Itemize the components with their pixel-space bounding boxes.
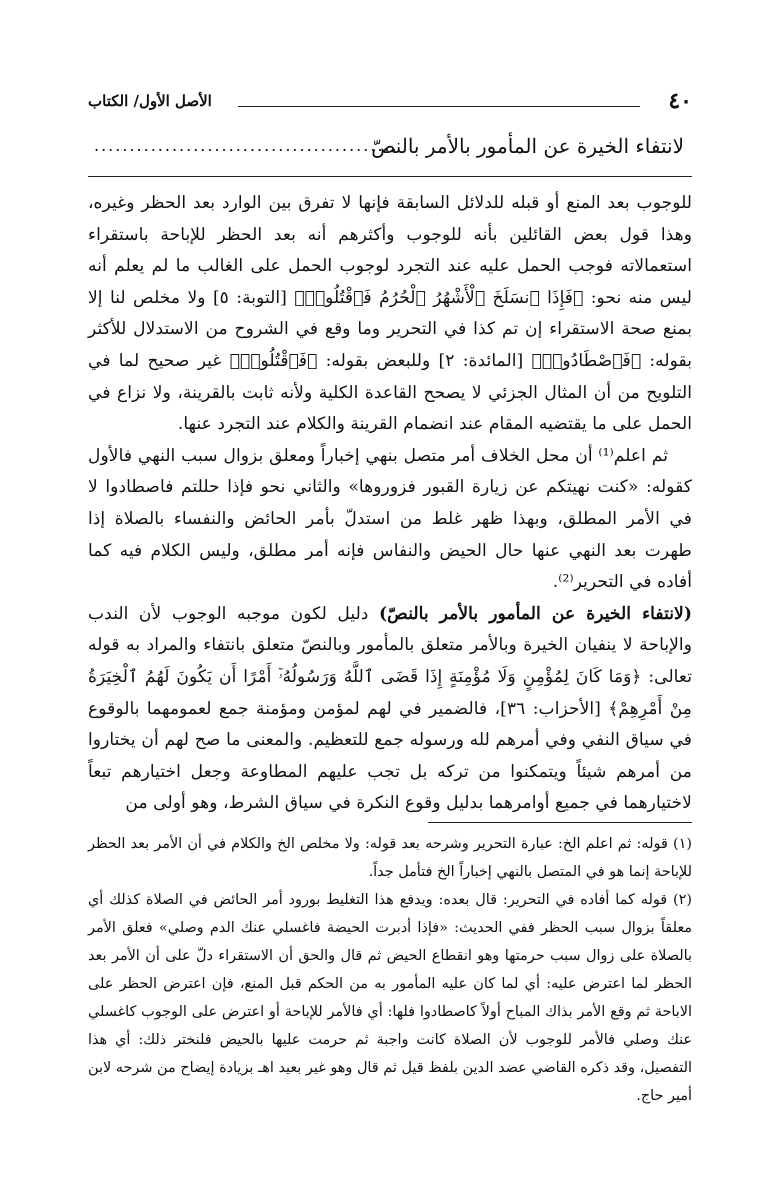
paragraph-2: ثم اعلم⁽¹⁾ أن محل الخلاف أمر متصل بنهي إخباراً ومعلق بزوال سبب النهي فالأول كقوله: «كنت نهيتكم عن زيارة القبور فزوروها» والثاني نحو فإذا حللتم فاصطادوا لا في الأمر المطلق، وبهذا ظهر غلط من استدلّ بأمر الحائض والنفساء بالصلاة إذا طهرت بعد النهي عنها حال الحيض والنفاس فإنه أمر مطلق، وليس الكلام فيه كما أفاده في التحرير⁽²⁾. <box>88 445 692 593</box>
heading-divider <box>88 176 692 177</box>
main-text <box>88 188 692 820</box>
running-header <box>88 88 692 114</box>
page-number: ٤٠ <box>668 88 692 114</box>
footnote-divider <box>428 822 692 823</box>
header-rule <box>238 106 640 107</box>
paragraph-1: للوجوب بعد المنع أو قبله للدلائل السابقة فإنها لا تفرق بين الوارد بعد الحظر وغيره، وهذا قول بعض القائلين بأنه للوجوب وأكثرهم أنه بعد الحظر للإباحة باستقراء استعمالاته فوجب الحمل عليه عند التجرد لوجوب الحمل على الغالب ما لم يعلم أنه ليس منه نحو: ﴿فَإِذَا ٱنسَلَخَ ٱلْأَشْهُرُ ٱلْحُرُمُ فَٱقْتُلُوا۟﴾ [التوبة: ٥] ولا مخلص لنا إلا بمنع صحة الاستقراء إن تم كذا في التحرير وما وقع في الشروح من الاستدلال للأكثر بقوله: ﴿فَٱصْطَادُوا۟﴾ [المائدة: ٢] وللبعض بقوله: ﴿فَٱقْتُلُوا۟﴾ غير صحيح لما في التلويح من أن المثال الجزئي لا يصحح القاعدة الكلية ولأنه ثابت بالقرينة، ولا نزاع في الحمل على ما يقتضيه المقام عند انضمام القرينة والكلام عند التجرد عنها. <box>88 193 692 435</box>
section-title-text: لانتفاء الخيرة عن المأمور بالأمر بالنصّ <box>371 134 684 158</box>
paragraph-3-text: دليل لكون موجبه الوجوب لأن الندب والإباحة لا ينفيان الخيرة وبالأمر متعلق بالمأمور وبالنصّ متعلق بانتفاء والمراد به قوله تعالى: ﴿وَمَا كَانَ لِمُؤْمِنٍ وَلَا مُؤْمِنَةٍ إِذَا قَضَى ٱللَّهُ وَرَسُولُهُۥٓ أَمْرًا أَن يَكُونَ لَهُمُ ٱلْخِيَرَةُ مِنْ أَمْرِهِمْ﴾ [الأحزاب: ٣٦]، فالضمير في لهم لمؤمن ومؤمنة جمع لعمومهما بالوقوع في سياق النفي وفي أمرهم لله ورسوله جمع للتعظيم. والمعنى ما صح لهم أن يختاروا من أمرهم شيئاً ويتمكنوا من تركه بل تجب عليهم المطاوعة وجعل اختيارهم تبعاً لاختيارهما في جميع أوامرهما بدليل وقوع النكرة في سياق الشرط، وهو أولى من <box>88 603 692 814</box>
footnote-1: (١) قوله: ثم اعلم الخ: عبارة التحرير وشرحه بعد قوله: ولا مخلص الخ والكلام في أن الأمر بعد الحظر للإباحة إنما هو في المتصل بالنهي إخباراً الخ فتأمل جداً. <box>88 836 692 880</box>
footnote-2: (٢) قوله كما أفاده في التحرير: قال بعده: ويدفع هذا التغليط بورود أمر الحائض في الصلاة كذلك أي معلقاً بزوال سبب الحظر ففي الحديث: «فإذا أدبرت الحيضة فاغسلي عنك الدم وصلي» فعلق الأمر بالصلاة على زوال سبب حرمتها وهو انقطاع الحيض ثم قال والحق أن الاستقراء دلّ على أن الأمر بعد الحظر لما اعترض عليه: أي لما كان عليه المأمور به من الحكم قبل المنع، فإن اعترض الحظر على الاباحة ثم وقع الأمر بذاك المباح أولاً كاصطادوا فلها: أي فالأمر للإباحة أو اعترض على الوجوب كاغسلي عنك وصلي فالأمر للوجوب لأن الصلاة كانت واجبة ثم حرمت عليها بالحيض فلنختر ذلك: أي هذا التفصيل، وقد ذكره القاضي عضد الدين بلفظ قيل ثم قال وهو غير بعيد اهـ بزيادة إيضاح من شرحه لابن أمير حاج. <box>88 892 692 1104</box>
footnotes <box>88 830 692 1110</box>
paragraph-3 <box>88 599 692 820</box>
running-title: الأصل الأول/ الكتاب <box>88 92 212 110</box>
section-title-dots: ........................................... <box>94 136 399 155</box>
matn-quote: (لانتفاء الخيرة عن المأمور بالأمر بالنصّ) <box>379 603 692 624</box>
section-heading <box>88 128 692 164</box>
